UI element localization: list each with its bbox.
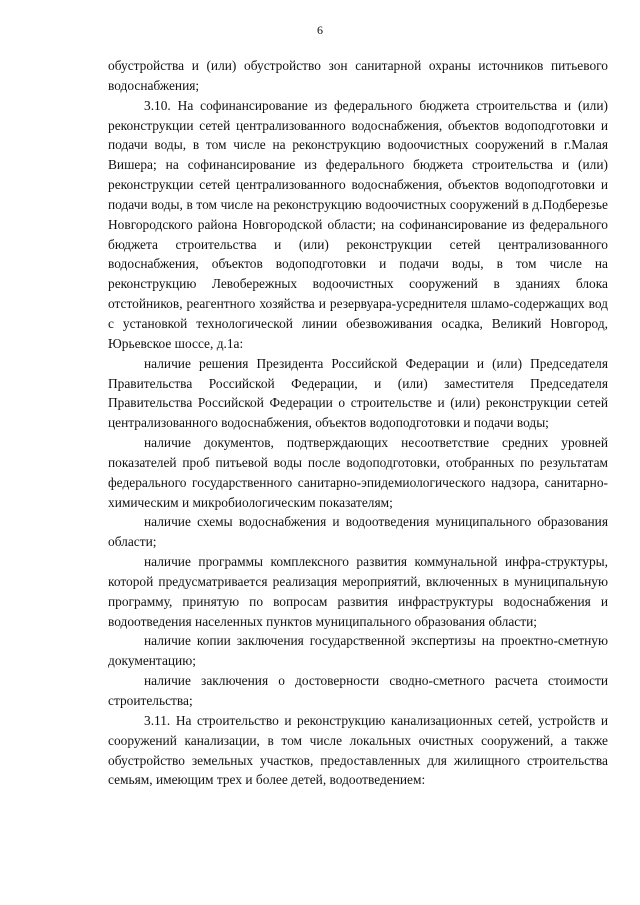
paragraph: 3.11. На строительство и реконструкцию канализационных сетей, устройств и сооружений канализации, в том числе локальных очистных сооружений, а также обустройство земельных участков, предоставленных для жилищного строительства семьям, имеющим трех и более детей, водоотведением:	[108, 712, 608, 788]
paragraph: 3.10. На софинансирование из федерального бюджета строительства и (или) реконструкции сетей централизованного водоснабжения, объектов водоподготовки и подачи воды, в том числе на реконструкцию водоочистных сооружений в г.Малая Вишера; на софинансирование из федерального бюджета строительства и (или) реконструкции сетей централизованного водоснабжения, объектов водоподготовки и подачи воды, в том числе на реконструкцию водоочистных сооружений в д.Подберезье Новгородского района Новгородской области; на софинансирование из федерального бюджета строительства и (или) реконструкции сетей централизованного водоснабжения, объектов водоподготовки и подачи воды, в том числе на реконструкцию Левобережных водоочистных сооружений в зданиях блока отстойников, реагентного хозяйства и резервуара-усреднителя шламо-содержащих вод с установкой технологической линии обезвоживания осадка, Великий Новгород, Юрьевское шоссе, д.1а:	[108, 97, 608, 351]
paragraph: наличие решения Президента Российской Федерации и (или) Председателя Правительства Российской Федерации, и (или) заместителя Председателя Правительства Российской Федерации о строительстве и (или) реконструкции сетей централизованного водоснабжения, объектов водоподготовки и подачи воды;	[108, 355, 608, 431]
paragraph: наличие копии заключения государственной экспертизы на проектно-сметную документацию;	[108, 633, 608, 669]
paragraph: обустройства и (или) обустройство зон санитарной охраны источников питьевого водоснабжения;	[108, 58, 608, 93]
paragraph: наличие программы комплексного развития коммунальной инфра-структуры, которой предусматривается реализация мероприятий, включенных в муниципальную программу, принятую по вопросам развития инфраструктуры водоснабжения и водоотведения населенных пунктов муниципального образования области;	[108, 554, 608, 629]
paragraph: наличие заключения о достоверности сводно-сметного расчета стоимости строительства;	[108, 673, 608, 708]
paragraph: наличие схемы водоснабжения и водоотведения муниципального образования области;	[108, 514, 608, 550]
page-number: 6	[317, 23, 323, 37]
paragraph: наличие документов, подтверждающих несоответствие средних уровней показателей проб питьевой воды после водоподготовки, отобранных по результатам федерального государственного санитарно-эпидемиологического надзора, санитарно-химическим и микробиологическим показателям;	[108, 435, 608, 510]
document-body	[108, 56, 608, 790]
